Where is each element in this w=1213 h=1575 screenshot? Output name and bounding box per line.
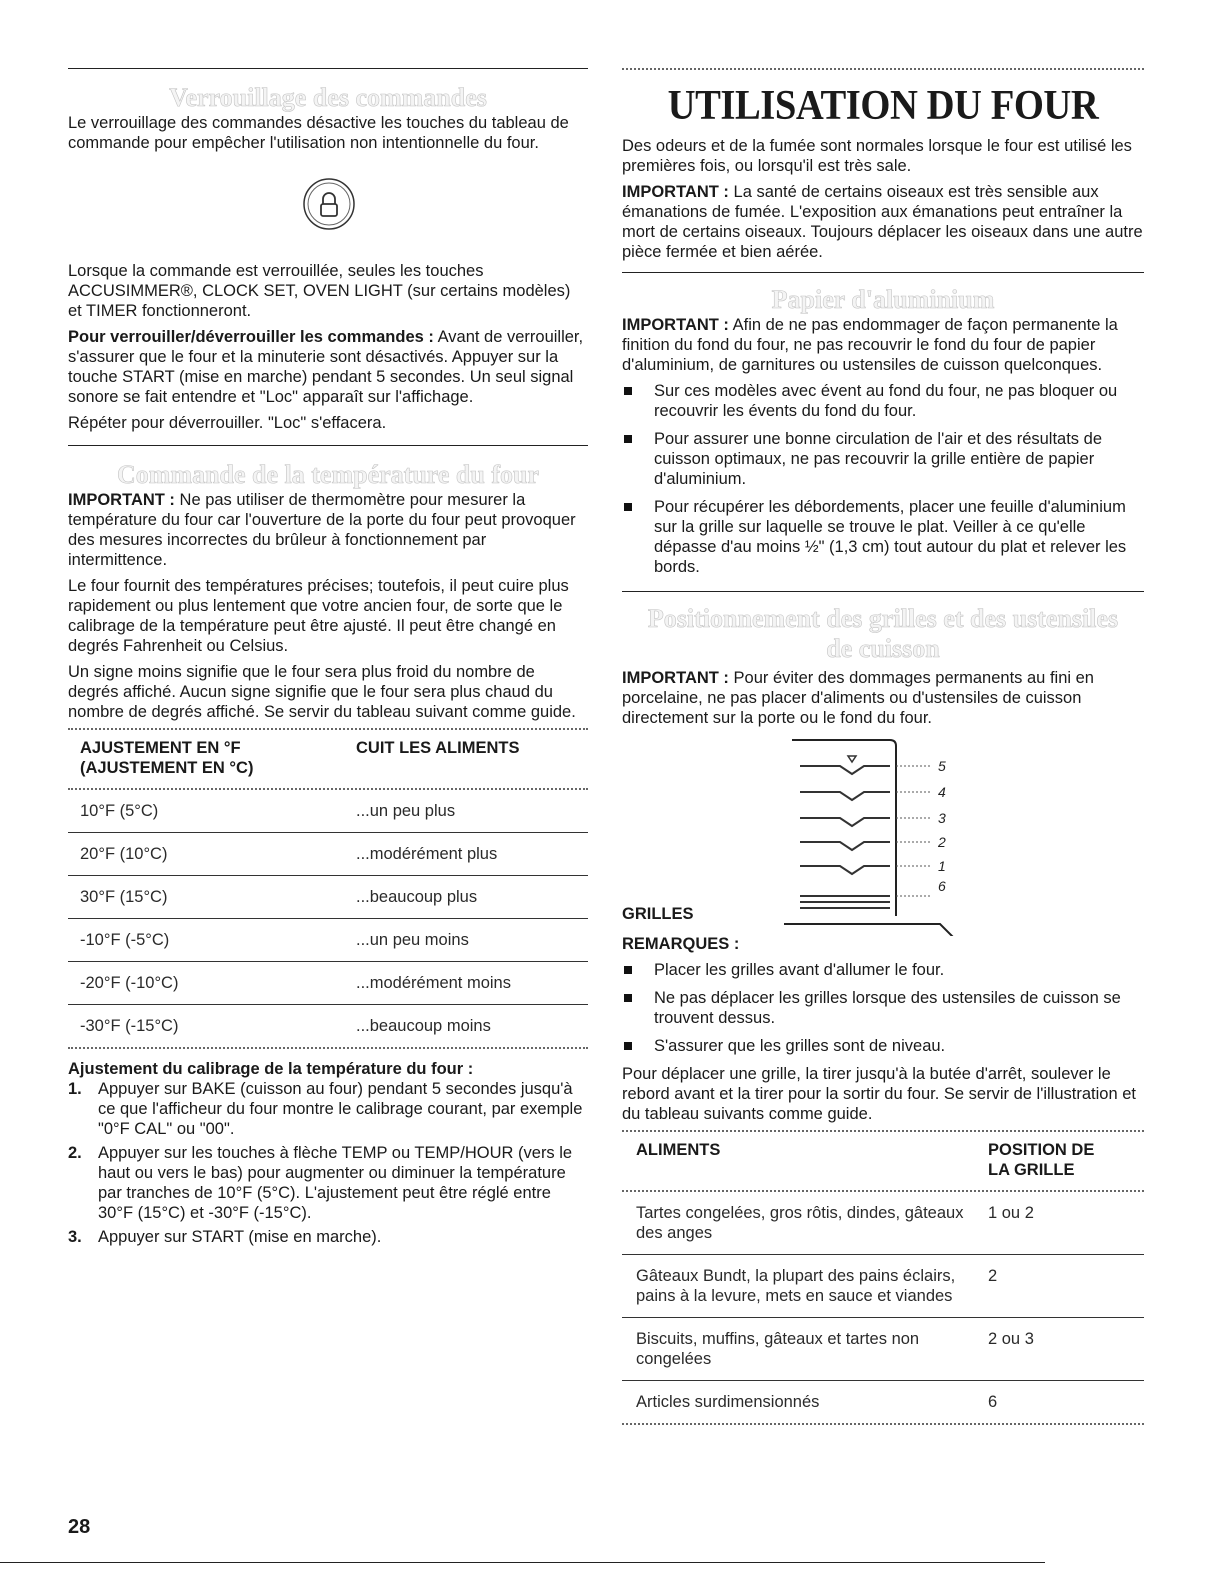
rack-notes (622, 960, 1144, 1056)
lock-intro: Le verrouillage des commandes désactive les touches du tableau de commande pour empêcher l'utilisation non intentionnelle du four. (68, 114, 569, 152)
page-number: 28 (68, 1516, 91, 1538)
table-row (68, 1005, 588, 1047)
list-item (622, 497, 1144, 577)
rack-table-header (622, 1132, 1144, 1190)
rack-position-label: 6 (938, 878, 946, 894)
table-row (68, 876, 588, 919)
position-cell: 6 (988, 1393, 998, 1411)
list-item (622, 988, 1144, 1028)
temp-important-text: Ne pas utiliser de thermomètre pour mesurer la température du four car l'ouverture de la porte du four peut provoquer des mesures incorrectes du brûleur à fonctionnement par intermittence. (68, 491, 576, 569)
food-cell: Articles surdimensionnés (636, 1393, 820, 1411)
section-rule (68, 68, 588, 69)
temp-important-bold: IMPORTANT : (68, 491, 175, 509)
list-item-text: Placer les grilles avant d'allumer le four. (654, 961, 945, 979)
table-row (68, 919, 588, 962)
adjustment-cell: 30°F (15°C) (80, 888, 168, 906)
position-cell: 2 ou 3 (988, 1330, 1034, 1348)
table-header (68, 730, 588, 788)
adjustment-cell: -20°F (-10°C) (80, 974, 179, 992)
section-rule (622, 272, 1144, 273)
bullet-icon (624, 503, 632, 511)
rack-illustration-wrap (622, 734, 1144, 934)
adjustment-cell: -30°F (-15°C) (80, 1017, 179, 1035)
table-row (622, 1255, 1144, 1318)
racks-important (622, 668, 1144, 728)
foil-section-title: Papier d'aluminium (771, 285, 995, 314)
position-cell: 1 ou 2 (988, 1204, 1034, 1222)
foil-important-text: Afin de ne pas endommager de façon permanente la finition du fond du four, ne pas recouvrir le fond du four de papier d'aluminium, de garnitures ou ustensiles de cuisson quelconques. (622, 316, 1118, 374)
table-row (622, 1318, 1144, 1381)
table-bottom-rule (68, 1047, 588, 1049)
bullet-icon (624, 435, 632, 443)
grilles-heading: GRILLES (622, 905, 694, 923)
list-item-text: Ne pas déplacer les grilles lorsque des ustensiles de cuisson se trouvent dessus. (654, 989, 1121, 1027)
calib-step (68, 1143, 588, 1223)
result-cell: ...beaucoup moins (356, 1017, 491, 1035)
table-row (68, 790, 588, 833)
result-cell: ...beaucoup plus (356, 888, 478, 906)
bullet-icon (624, 387, 632, 395)
temp-p1: Le four fournit des températures précises; toutefois, il peut cuire plus rapidement ou plus lentement que votre ancien four, de sorte que le calibrage de la température peut être ajusté. Il peut être changé en degrés Fahrenheit ou Celsius. (68, 577, 569, 655)
remarques-heading: REMARQUES : (622, 935, 740, 953)
bullet-icon (624, 966, 632, 974)
list-item-text: S'assurer que les grilles sont de niveau. (654, 1037, 946, 1055)
lock-howto-text: Avant de verrouiller, s'assurer que le four et la minuterie sont désactivés. Appuyer sur la touche START (mise en marche) pendant 5 secondes. Un seul signal sonore se fait entendre et "Loc" apparaît sur l'affichage. (68, 328, 584, 406)
temp-important (68, 490, 588, 570)
table-bottom-rule (622, 1423, 1144, 1425)
main-title: UTILISATION DU FOUR (667, 83, 1099, 129)
rack-table (622, 1130, 1144, 1425)
bottom-rule (0, 1562, 1045, 1563)
adjustment-cell: -10°F (-5°C) (80, 931, 170, 949)
lock-icon-wrap (68, 159, 588, 251)
result-cell: ...un peu plus (356, 802, 456, 820)
calib-steps (68, 1079, 588, 1247)
step-number: 3. (68, 1228, 82, 1246)
list-item (622, 960, 1144, 980)
table-row (622, 1192, 1144, 1255)
racks-important-text: Pour éviter des dommages permanents au fini en porcelaine, ne pas placer d'aliments ou d'ustensiles de cuisson directement sur la porte ou le fond du four. (622, 669, 1094, 727)
bullet-icon (624, 1042, 632, 1050)
header-position (988, 1140, 1094, 1180)
use-important-text: La santé de certains oiseaux est très sensible aux émanations de fumée. L'exposition aux émanations peut entraîner la mort de certains oiseaux. Toujours déplacer les oiseaux dans une autre pièce fermée et bien aérée. (622, 183, 1143, 261)
list-item (622, 381, 1144, 421)
table-row (622, 1381, 1144, 1423)
rack-move-text: Pour déplacer une grille, la tirer jusqu'à la butée d'arrêt, soulever le rebord avant et la tirer pour la sortir du four. Se servir de l'illustration et du tableau suivants comme guide. (622, 1065, 1136, 1123)
racks-section-title: Positionnement des grilles et des ustensiles de cuisson (647, 604, 1119, 663)
calib-title: Ajustement du calibrage de la température du four : (68, 1060, 474, 1078)
use-important-bold: IMPORTANT : (622, 183, 729, 201)
rack-position-label: 4 (938, 784, 946, 800)
section-rule (68, 445, 588, 446)
list-item-text: Pour récupérer les débordements, placer une feuille d'aluminium sur la grille sur laquelle se trouve le plat. Veiller à ce qu'elle dépasse d'au moins ½" (1,3 cm) tout autour du plat et relever les bords. (654, 498, 1127, 576)
rack-position-label: 5 (938, 758, 946, 774)
foil-important (622, 315, 1144, 375)
use-important (622, 182, 1144, 262)
header-result: CUIT LES ALIMENTS (356, 739, 520, 757)
foil-important-bold: IMPORTANT : (622, 316, 729, 334)
food-cell: Tartes congelées, gros rôtis, dindes, gâteaux des anges (636, 1204, 964, 1242)
header-position-line1: POSITION DE (988, 1141, 1095, 1159)
lock-icon (302, 177, 356, 231)
adjustment-cell: 20°F (10°C) (80, 845, 168, 863)
rack-position-label: 3 (938, 810, 946, 826)
position-cell: 2 (988, 1267, 998, 1285)
step-number: 2. (68, 1144, 82, 1162)
header-adjustment-c: (AJUSTEMENT EN °C) (80, 759, 254, 777)
list-item (622, 1036, 1144, 1056)
rack-table-body (622, 1192, 1144, 1423)
lock-keys-text: Lorsque la commande est verrouillée, seules les touches ACCUSIMMER®, CLOCK SET, OVEN LIGHT (sur certains modèles) et TIMER fonctionneront. (68, 262, 571, 320)
section-rule (622, 591, 1144, 592)
table-body (68, 790, 588, 1047)
list-item-text: Sur ces modèles avec évent au fond du four, ne pas bloquer ou recouvrir les évents du fond du four. (654, 382, 1118, 420)
rack-position-label: 2 (938, 834, 946, 850)
bullet-icon (624, 994, 632, 1002)
oven-rack-illustration (780, 736, 980, 936)
foil-bullets (622, 381, 1144, 577)
list-item-text: Pour assurer une bonne circulation de l'air et des résultats de cuisson optimaux, ne pas recouvrir la grille entière de papier d'aluminium. (654, 430, 1102, 488)
header-adjustment-f: AJUSTEMENT EN °F (80, 739, 241, 757)
list-item (622, 429, 1144, 489)
header-position-line2: LA GRILLE (988, 1161, 1075, 1179)
temp-section-title: Commande de la température du four (117, 460, 539, 489)
calib-step (68, 1227, 588, 1247)
result-cell: ...modérément moins (356, 974, 511, 992)
header-adjustment (80, 738, 356, 778)
lock-repeat: Répéter pour déverrouiller. "Loc" s'effacera. (68, 414, 387, 432)
left-column (68, 0, 588, 1251)
step-text: Appuyer sur les touches à flèche TEMP ou TEMP/HOUR (vers le haut ou vers le bas) pour augmenter ou diminuer la température par tranches de 10°F (5°C). L'ajustement peut être réglé entre 30°F (15°C) et -30°F (-15°C). (98, 1144, 573, 1222)
food-cell: Biscuits, muffins, gâteaux et tartes non congelées (636, 1330, 920, 1368)
section-rule (622, 68, 1144, 70)
food-cell: Gâteaux Bundt, la plupart des pains éclairs, pains à la levure, mets en sauce et viandes (636, 1267, 956, 1305)
adjustment-cell: 10°F (5°C) (80, 802, 159, 820)
temp-p2: Un signe moins signifie que le four sera plus froid du nombre de degrés affiché. Aucun signe signifie que le four sera plus chaud du nombre de degrés affiché. Se servir du tableau suivant comme guide. (68, 663, 576, 721)
right-column (622, 0, 1144, 1425)
table-row (68, 962, 588, 1005)
lock-howto-bold: Pour verrouiller/déverrouiller les commandes : (68, 328, 434, 346)
calib-step (68, 1079, 588, 1139)
use-intro: Des odeurs et de la fumée sont normales lorsque le four est utilisé les premières fois, ou lorsqu'il est très sale. (622, 137, 1132, 175)
lock-howto (68, 327, 588, 407)
calibration-table (68, 728, 588, 1049)
table-row (68, 833, 588, 876)
result-cell: ...modérément plus (356, 845, 498, 863)
lock-section-title: Verrouillage des commandes (169, 83, 487, 112)
rack-position-label: 1 (938, 858, 946, 874)
result-cell: ...un peu moins (356, 931, 469, 949)
step-text: Appuyer sur BAKE (cuisson au four) pendant 5 secondes jusqu'à ce que l'afficheur du four montre le calibrage courant, par exemple "0°F CAL" ou "00". (98, 1080, 583, 1138)
step-text: Appuyer sur START (mise en marche). (98, 1228, 382, 1246)
header-food: ALIMENTS (636, 1141, 721, 1159)
step-number: 1. (68, 1080, 82, 1098)
racks-important-bold: IMPORTANT : (622, 669, 729, 687)
